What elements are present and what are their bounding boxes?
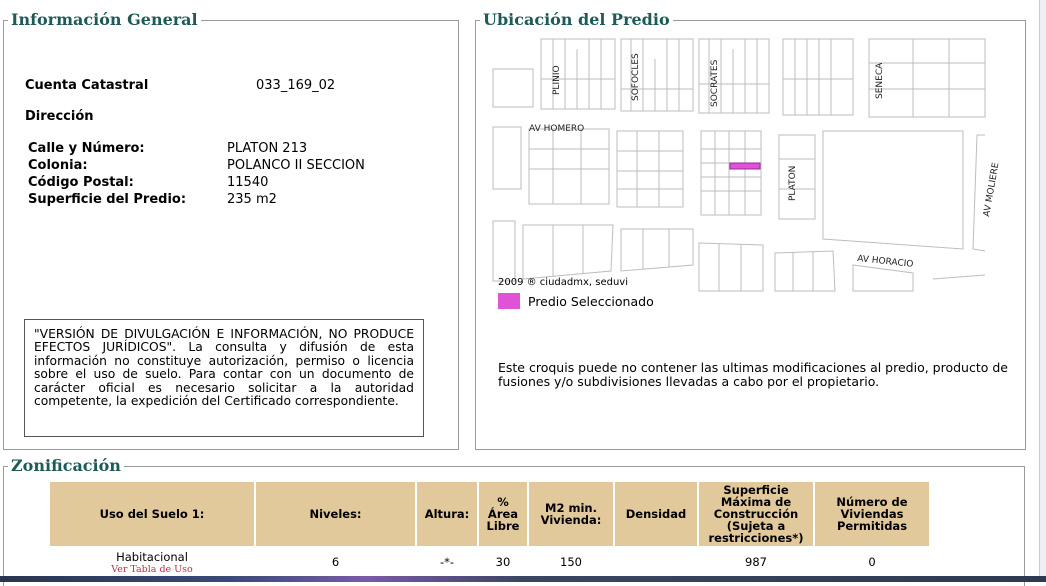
codigo-postal-value: 11540 [227, 175, 269, 190]
cell-altura: -*- [439, 555, 455, 569]
ver-tabla-uso-link[interactable]: Ver Tabla de Uso [111, 563, 193, 575]
cuenta-catastral-value: 033_169_02 [256, 78, 336, 93]
informacion-general-section [3, 10, 459, 450]
zonificacion-table [48, 482, 931, 578]
predio-legend-label: Predio Seleccionado [528, 294, 654, 309]
header-superficie-max: Superficie Máxima de Construcción (Sujeta a restricciones*) [699, 482, 813, 546]
header-densidad: Densidad [615, 482, 697, 546]
location-map[interactable] [493, 39, 1002, 291]
disclaimer-notice: "VERSIÓN DE DIVULGACIÓN E INFORMACIÓN, NO PRODUCE EFECTOS JURÍDICOS". La consulta y difusión de esta información no constituye autorización, permiso o licencia sobre el uso de suelo. Para contar con un documento de carácter oficial es necesario solicitar a la autoridad competente, la expedición del Certificado correspondiente. [24, 319, 424, 437]
header-area-libre: % Área Libre [479, 482, 527, 546]
table-row [50, 546, 929, 578]
zonificacion-legend: Zonificación [8, 456, 124, 476]
street-seneca: SENECA [875, 62, 885, 99]
calle-label: Calle y Número: [28, 141, 145, 156]
table-header-row [50, 482, 929, 546]
header-altura: Altura: [417, 482, 477, 546]
ubicacion-predio-section [475, 10, 1026, 450]
colonia-label: Colonia: [28, 158, 88, 173]
street-av-horacio: AV HORACIO [856, 254, 914, 270]
header-num-viviendas: Número de Viviendas Permitidas [815, 482, 929, 546]
colonia-value: POLANCO II SECCION [227, 158, 365, 173]
calle-value: PLATON 213 [227, 141, 308, 156]
street-av-homero: AV HOMERO [529, 124, 585, 134]
cell-niveles: 6 [331, 555, 340, 569]
superficie-value: 235 m2 [227, 192, 277, 207]
cell-area-libre: 30 [495, 555, 511, 569]
ubicacion-predio-legend: Ubicación del Predio [480, 10, 673, 30]
header-uso-suelo: Uso del Suelo 1: [50, 482, 254, 546]
predio-legend-swatch [498, 293, 520, 309]
superficie-label: Superficie del Predio: [28, 192, 187, 207]
map-copyright: 2009 ® ciudadmx, seduvi [498, 277, 629, 288]
uso-suelo-value: Habitacional [116, 549, 188, 564]
street-av-moliere: AV MOLIERE [982, 161, 1002, 218]
page-scrollbar[interactable] [1039, 0, 1046, 582]
map-disclaimer: Este croquis puede no contener las ultimas modificaciones al predio, producto de fusiones y/o subdivisiones llevadas a cabo por el propietario. [498, 360, 1008, 389]
street-socrates: SOCRATES [710, 59, 720, 107]
desktop-taskbar-edge [0, 576, 1046, 582]
cell-densidad [615, 546, 697, 578]
direccion-label: Dirección [25, 109, 94, 124]
street-platon: PLATON [788, 165, 798, 201]
cuenta-catastral-label: Cuenta Catastral [25, 78, 149, 93]
header-m2-min: M2 min. Vivienda: [529, 482, 613, 546]
cell-m2-min: 150 [560, 555, 582, 569]
cell-uso-suelo [50, 546, 254, 578]
cell-num-viviendas: 0 [868, 555, 876, 569]
zonificacion-section [3, 456, 1025, 586]
street-plinio: PLINIO [552, 65, 562, 95]
informacion-general-legend: Información General [8, 10, 201, 30]
street-sofocles: SOFOCLES [631, 53, 641, 101]
header-niveles: Niveles: [256, 482, 415, 546]
cell-superficie-max: 987 [745, 555, 767, 569]
map-drawing [493, 39, 1002, 291]
selected-parcel [730, 163, 760, 169]
codigo-postal-label: Código Postal: [28, 175, 134, 190]
